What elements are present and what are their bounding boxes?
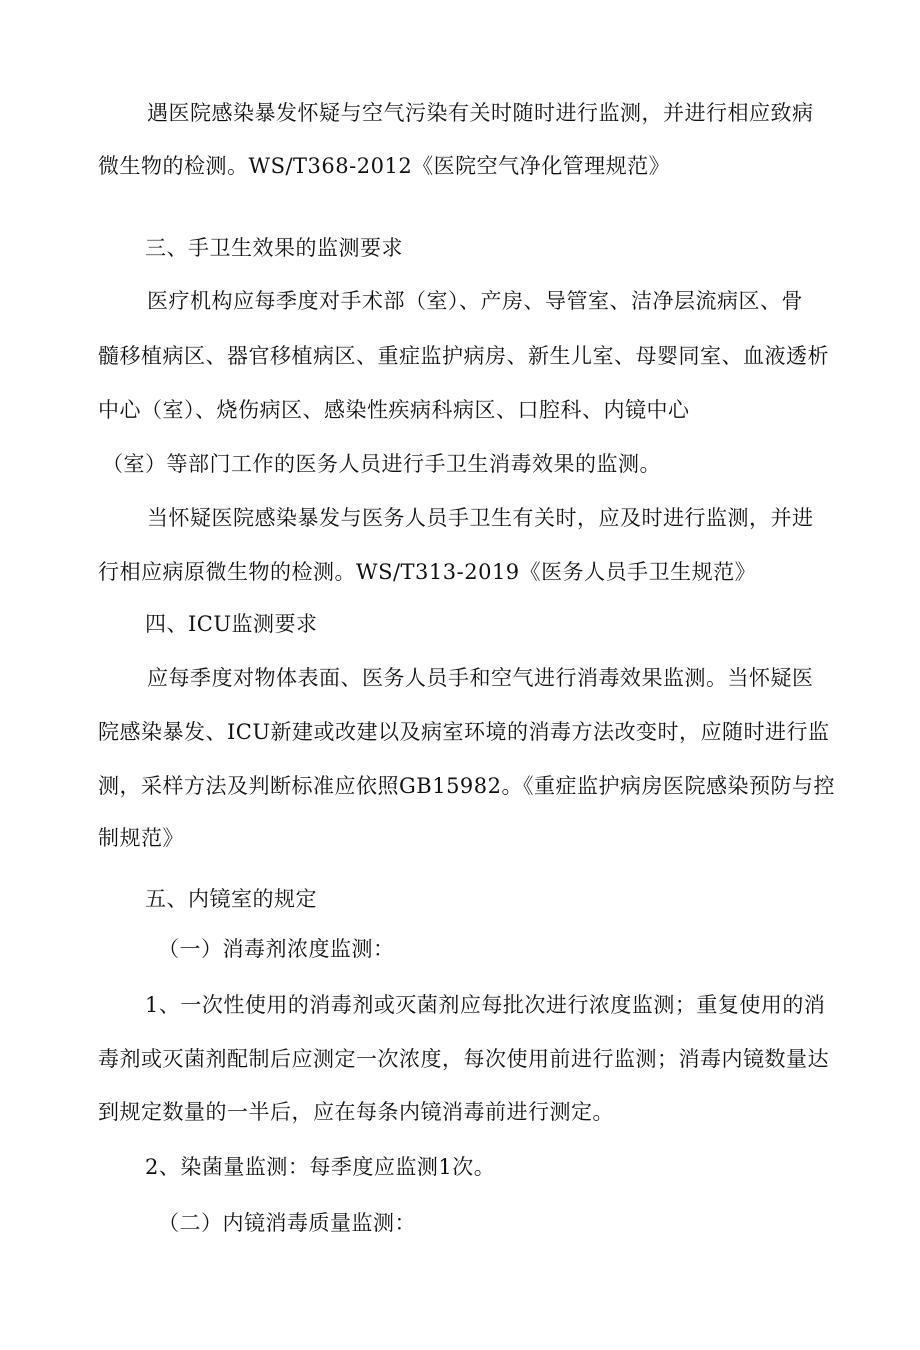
section-heading-endoscopy: 五、内镜室的规定 [145,887,317,911]
paragraph-line-14: 毒剂或灭菌剂配制后应测定一次浓度，每次使用前进行监测；消毒内镜数量达 [98,1047,829,1071]
paragraph-line-12: 制规范》 [98,826,184,850]
subsection-heading-disinfectant: （一）消毒剂浓度监测： [158,937,395,961]
paragraph-line-16: 2、染菌量监测：每季度应监测1次。 [145,1155,496,1179]
section-heading-icu: 四、ICU监测要求 [145,612,318,636]
paragraph-line-10: 院感染暴发、ICU新建或改建以及病室环境的消毒方法改变时，应随时进行监 [98,720,830,744]
paragraph-line-4: 髓移植病区、器官移植病区、重症监护病房、新生儿室、母婴同室、血液透析 [98,344,829,368]
paragraph-line-15: 到规定数量的一半后，应在每条内镜消毒前进行测定。 [98,1100,614,1124]
paragraph-line-1: 遇医院感染暴发怀疑与空气污染有关时随时进行监测，并进行相应致病 [147,101,814,125]
paragraph-line-11: 测，采样方法及判断标准应依照GB15982。《重症监护病房医院感染预防与控 [98,774,836,798]
paragraph-line-3: 医疗机构应每季度对手术部（室）、产房、导管室、洁净层流病区、骨 [147,289,803,313]
paragraph-line-9: 应每季度对物体表面、医务人员手和空气进行消毒效果监测。当怀疑医 [147,666,814,690]
paragraph-line-2: 微生物的检测。WS/T368-2012《医院空气净化管理规范》 [98,154,671,178]
paragraph-line-6: （室）等部门工作的医务人员进行手卫生消毒效果的监测。 [102,452,661,476]
paragraph-line-8: 行相应病原微生物的检测。WS/T313-2019《医务人员手卫生规范》 [98,560,757,584]
paragraph-line-7: 当怀疑医院感染暴发与医务人员手卫生有关时，应及时进行监测，并进 [147,506,814,530]
paragraph-line-5: 中心（室）、烧伤病区、感染性疾病科病区、口腔科、内镜中心 [98,398,690,422]
paragraph-line-13: 1、一次性使用的消毒剂或灭菌剂应每批次进行浓度监测；重复使用的消 [145,993,826,1017]
section-heading-hand-hygiene: 三、手卫生效果的监测要求 [145,236,403,260]
subsection-heading-quality: （二）内镜消毒质量监测： [158,1211,416,1235]
